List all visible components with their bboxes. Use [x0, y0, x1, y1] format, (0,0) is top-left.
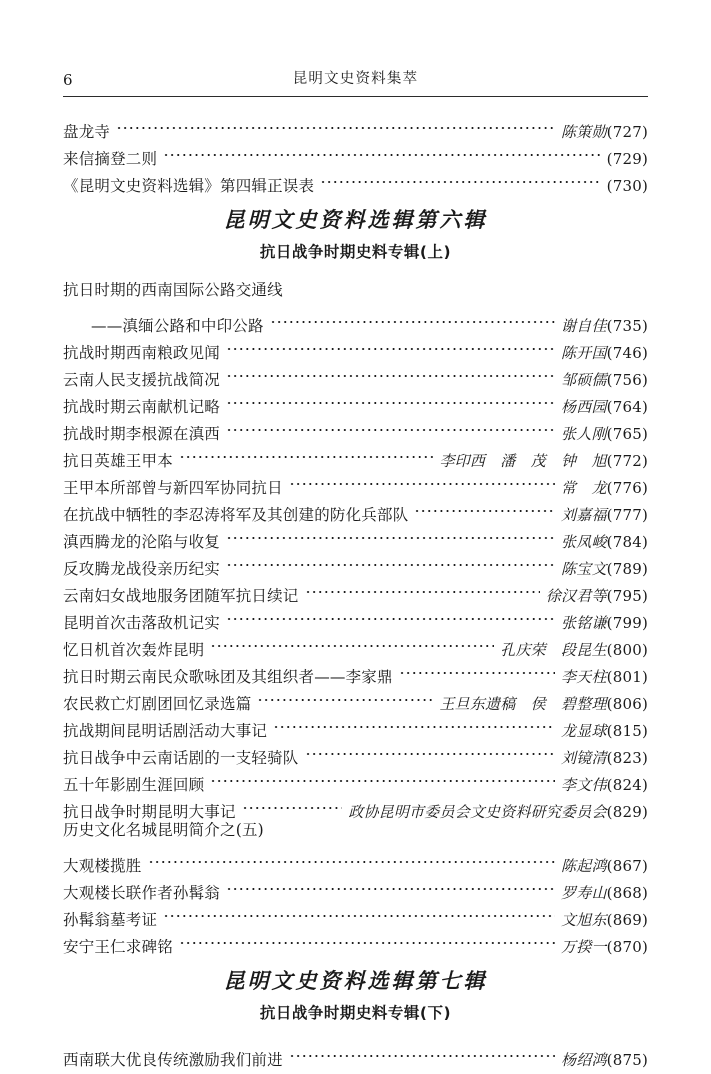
- toc-section-heading: [63, 964, 648, 1028]
- toc-entry-page-number: (735): [606, 317, 648, 335]
- toc-entry-author: 张人刚: [561, 425, 607, 443]
- toc-entry-page-number: (870): [606, 938, 648, 956]
- dot-leader: [305, 574, 540, 601]
- dot-leader: [257, 682, 433, 709]
- toc-entry-page-number: (869): [606, 911, 648, 929]
- toc-entry-tail: [561, 907, 648, 934]
- toc-entry-tail: [561, 880, 648, 907]
- toc-entry-page-number: (729): [606, 150, 648, 168]
- toc-entry-tail: [561, 340, 648, 367]
- toc-entry-page-number: (824): [606, 776, 648, 794]
- toc-entry-page-number: (772): [606, 452, 648, 470]
- dot-leader: [226, 547, 555, 574]
- running-head: [63, 68, 648, 94]
- toc-entry-title: 西南联大优良传统激励我们前进: [63, 1051, 283, 1069]
- toc-entry-author: 杨西园: [561, 398, 607, 416]
- dot-leader: [210, 763, 555, 790]
- toc-entry-title: 抗日英雄王甲本: [63, 452, 173, 470]
- toc-entry-page-number: (795): [606, 587, 648, 605]
- toc-entry-author: 杨绍鸿: [561, 1051, 607, 1069]
- toc-entry-page-number: (784): [606, 533, 648, 551]
- dot-leader: [163, 137, 600, 164]
- toc-entry-tail: [546, 583, 648, 610]
- toc-entry-title: 云南妇女战地服务团随军抗日续记: [63, 587, 299, 605]
- dot-leader: [289, 466, 555, 493]
- dot-leader: [305, 736, 556, 763]
- toc-entry-title: 安宁王仁求碑铭: [63, 938, 173, 956]
- toc-entry-title: 昆明首次击落敌机记实: [63, 614, 221, 632]
- toc-entry-tail: [561, 394, 648, 421]
- toc-entry-title: 抗日时期云南民众歌咏团及其组织者——李家鼎: [63, 668, 393, 686]
- toc-entry-page-number: (815): [606, 722, 648, 740]
- toc-entry-page-number: (764): [606, 398, 648, 416]
- toc-entry-author: 李印西 潘 茂 钟 旭: [439, 452, 607, 470]
- toc-entry[interactable]: [63, 844, 648, 875]
- toc-entry-author: 刘嘉福: [561, 506, 607, 524]
- toc-entry-title: 王甲本所部曾与新四军协同抗日: [63, 479, 283, 497]
- dot-leader: [242, 790, 343, 817]
- toc-entry-title: 抗战时期西南粮政见闻: [63, 344, 221, 362]
- dot-leader: [226, 871, 555, 898]
- toc-entry-title: ——滇缅公路和中印公路: [91, 317, 264, 335]
- toc-entry-title: 抗日战争时期昆明大事记: [63, 803, 236, 821]
- toc-entry-tail: [561, 367, 648, 394]
- toc-entry-tail: [561, 313, 648, 340]
- toc-entry[interactable]: [63, 137, 648, 168]
- toc-entry-title: 在抗战中牺牲的李忍涛将军及其创建的防化兵部队: [63, 506, 409, 524]
- toc-entry-author: 邹硕儒: [561, 371, 607, 389]
- table-of-contents: [63, 110, 648, 1069]
- toc-entry-title: 云南人民支援抗战简况: [63, 371, 221, 389]
- toc-entry-tail: [561, 853, 648, 880]
- toc-entry-author: 张铭谦: [561, 614, 607, 632]
- dot-leader: [179, 925, 555, 952]
- toc-entry-title: 反攻腾龙战役亲历纪实: [63, 560, 221, 578]
- toc-section-heading: [63, 203, 648, 267]
- dot-leader: [226, 520, 555, 547]
- toc-entry-tail: [607, 173, 648, 200]
- dot-leader: [179, 439, 434, 466]
- toc-entry-title: 孙髯翁墓考证: [63, 911, 158, 929]
- toc-entry-author: 李天柱: [561, 668, 607, 686]
- toc-entry-tail: [561, 934, 648, 961]
- toc-entry-title: 滇西腾龙的沦陷与收复: [63, 533, 221, 551]
- toc-entry-tail: [561, 421, 648, 448]
- toc-entry-author: 陈宝文: [561, 560, 607, 578]
- toc-entry-tail: [561, 610, 648, 637]
- dot-leader: [226, 601, 555, 628]
- toc-entry-tail: [561, 772, 648, 799]
- dot-leader: [289, 1038, 555, 1065]
- section-spacer: [63, 1028, 648, 1038]
- toc-entry-author: 罗寿山: [561, 884, 607, 902]
- section-heading-main: 昆明文史资料选辑第七辑: [223, 968, 488, 993]
- toc-entry-title: 抗战时期李根源在滇西: [63, 425, 221, 443]
- toc-entry-page-number: (776): [606, 479, 648, 497]
- toc-group-title: 抗日时期的西南国际公路交通线: [63, 281, 283, 299]
- toc-entry-title: 来信摘登二则: [63, 150, 158, 168]
- toc-entry-tail: [561, 664, 648, 691]
- dot-leader: [226, 412, 555, 439]
- section-spacer: [63, 267, 648, 277]
- toc-entry-title: 盘龙寺: [63, 123, 111, 141]
- toc-entry-page-number: (727): [606, 123, 648, 141]
- toc-entry-page-number: (756): [606, 371, 648, 389]
- toc-entry-author: 刘镜清: [561, 749, 607, 767]
- toc-entry-page-number: (806): [606, 695, 648, 713]
- toc-entry-author: 文旭东: [561, 911, 607, 929]
- toc-entry-tail: [561, 529, 648, 556]
- toc-entry-title: 忆日机首次轰炸昆明: [63, 641, 205, 659]
- dot-leader: [148, 844, 556, 871]
- toc-entry-page-number: (730): [606, 177, 648, 195]
- toc-entry-author: 徐汉君等: [545, 587, 607, 605]
- dot-leader: [226, 385, 555, 412]
- toc-entry-page-number: (777): [606, 506, 648, 524]
- toc-entry-page-number: (875): [606, 1051, 648, 1069]
- dot-leader: [226, 358, 555, 385]
- toc-entry-page-number: (829): [606, 803, 648, 821]
- toc-entry-title: 《昆明文史资料选辑》第四辑正误表: [63, 177, 315, 195]
- toc-entry-author: 陈策勋: [561, 123, 607, 141]
- toc-entry-tail: [561, 745, 648, 772]
- toc-entry-title: 抗日战争中云南话剧的一支轻骑队: [63, 749, 299, 767]
- toc-entry-title: 五十年影剧生涯回顾: [63, 776, 205, 794]
- toc-entry-page-number: (799): [606, 614, 648, 632]
- toc-entry-page-number: (867): [606, 857, 648, 875]
- page-folio-number: 6: [63, 71, 73, 89]
- toc-group-title: 历史文化名城昆明简介之(五): [63, 821, 264, 839]
- toc-entry-author: 陈起鸿: [561, 857, 607, 875]
- toc-entry-author: 龙显球: [561, 722, 607, 740]
- header-divider-rule: [63, 96, 648, 97]
- toc-entry-author: 政协昆明市委员会文史资料研究委员会: [348, 803, 607, 821]
- toc-entry-tail: [561, 1047, 648, 1074]
- toc-entry-author: 谢自佳: [561, 317, 607, 335]
- toc-entry-page-number: (823): [606, 749, 648, 767]
- dot-leader: [116, 110, 555, 137]
- section-heading-sub: 抗日战争时期史料专辑(上): [259, 243, 452, 261]
- section-heading-main: 昆明文史资料选辑第六辑: [223, 207, 488, 232]
- toc-entry-tail: [607, 146, 648, 173]
- toc-entry-page-number: (765): [606, 425, 648, 443]
- toc-entry-title: 大观楼揽胜: [63, 857, 142, 875]
- toc-entry-author: 张凤峻: [561, 533, 607, 551]
- toc-entry-page-number: (800): [606, 641, 648, 659]
- dot-leader: [163, 898, 555, 925]
- toc-entry-author: 常 龙: [561, 479, 607, 497]
- toc-entry-title: 抗战时期云南献机记略: [63, 398, 221, 416]
- dot-leader: [399, 655, 555, 682]
- dot-leader: [210, 628, 494, 655]
- dot-leader: [414, 493, 555, 520]
- section-heading-sub: 抗日战争时期史料专辑(下): [259, 1004, 452, 1022]
- running-head-title: 昆明文史资料集萃: [292, 71, 419, 87]
- dot-leader: [320, 164, 600, 191]
- toc-entry-tail: [561, 475, 648, 502]
- toc-entry-author: 陈开国: [561, 344, 607, 362]
- toc-entry-title: 大观楼长联作者孙髯翁: [63, 884, 221, 902]
- toc-entry[interactable]: [63, 1038, 648, 1069]
- toc-entry-page-number: (789): [606, 560, 648, 578]
- toc-entry-author: 王旦东遗稿 侯 碧整理: [439, 695, 607, 713]
- toc-entry[interactable]: [63, 110, 648, 141]
- toc-entry-page-number: (868): [606, 884, 648, 902]
- toc-entry-page-number: (801): [606, 668, 648, 686]
- toc-entry-page-number: (746): [606, 344, 648, 362]
- toc-entry-tail: [348, 799, 648, 826]
- toc-entry-author: 孔庆荣 段昆生: [500, 641, 607, 659]
- toc-entry-title: 农民救亡灯剧团回忆录选篇: [63, 695, 252, 713]
- toc-entry-author: 李文伟: [561, 776, 607, 794]
- dot-leader: [270, 304, 555, 331]
- toc-entry-author: 万揆一: [561, 938, 607, 956]
- dot-leader: [273, 709, 555, 736]
- dot-leader: [226, 331, 555, 358]
- toc-entry[interactable]: [63, 304, 648, 335]
- toc-entry-tail: [561, 556, 648, 583]
- toc-entry-tail: [561, 502, 648, 529]
- toc-entry-title: 抗战期间昆明话剧活动大事记: [63, 722, 268, 740]
- toc-entry-tail: [561, 718, 648, 745]
